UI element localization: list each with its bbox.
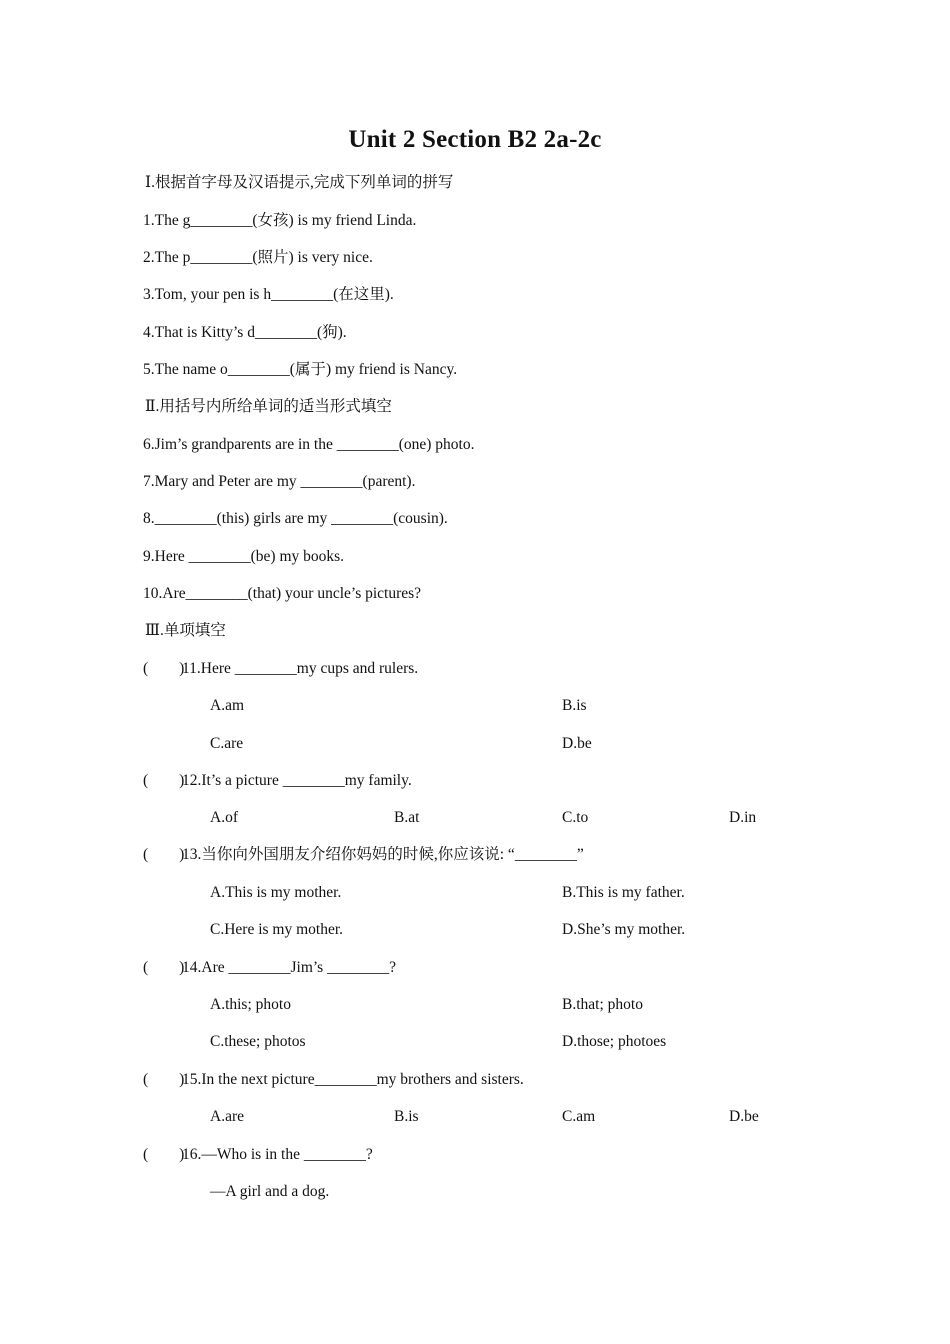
- question-11-option-c: C.are: [210, 735, 244, 752]
- question-4: 4.That is Kitty’s d________(狗).: [143, 324, 347, 341]
- question-1: 1.The g________(女孩) is my friend Linda.: [143, 212, 417, 229]
- question-12-option-a: A.of: [210, 809, 238, 826]
- question-15-option-c: C.am: [562, 1108, 596, 1125]
- question-15-option-a: A.are: [210, 1108, 244, 1125]
- answer-blank-13: ( ): [143, 846, 185, 863]
- question-14: 14.Are ________Jim’s ________?: [182, 959, 396, 976]
- answer-blank-16: ( ): [143, 1146, 185, 1163]
- question-13-option-a: A.This is my mother.: [210, 884, 342, 901]
- question-15-option-b: B.is: [394, 1108, 419, 1125]
- question-12: 12.It’s a picture ________my family.: [182, 772, 412, 789]
- question-10: 10.Are________(that) your uncle’s pictures?: [143, 585, 422, 602]
- question-15-option-d: D.be: [729, 1108, 759, 1125]
- question-9: 9.Here ________(be) my books.: [143, 548, 345, 565]
- answer-blank-11: ( ): [143, 660, 185, 677]
- question-12-option-b: B.at: [394, 809, 420, 826]
- question-11-option-a: A.am: [210, 697, 245, 714]
- answer-blank-12: ( ): [143, 772, 185, 789]
- question-15: 15.In the next picture________my brothers and sisters.: [182, 1071, 524, 1088]
- question-5: 5.The name o________(属于) my friend is Nancy.: [143, 361, 458, 378]
- question-8: 8.________(this) girls are my ________(cousin).: [143, 510, 448, 527]
- question-2: 2.The p________(照片) is very nice.: [143, 249, 373, 266]
- section-1-heading: Ⅰ.根据首字母及汉语提示,完成下列单词的拼写: [145, 174, 454, 191]
- question-13: 13.当你向外国朋友介绍你妈妈的时候,你应该说: “________”: [182, 846, 584, 863]
- question-13-option-d: D.She’s my mother.: [562, 921, 686, 938]
- question-6: 6.Jim’s grandparents are in the ________(one) photo.: [143, 436, 475, 453]
- question-13-option-b: B.This is my father.: [562, 884, 685, 901]
- question-14-option-c: C.these; photos: [210, 1033, 306, 1050]
- question-7: 7.Mary and Peter are my ________(parent).: [143, 473, 416, 490]
- question-11-option-b: B.is: [562, 697, 587, 714]
- answer-blank-15: ( ): [143, 1071, 185, 1088]
- answer-blank-14: ( ): [143, 959, 185, 976]
- question-14-option-b: B.that; photo: [562, 996, 643, 1013]
- question-12-option-c: C.to: [562, 809, 589, 826]
- section-2-heading: Ⅱ.用括号内所给单词的适当形式填空: [145, 398, 392, 415]
- section-3-heading: Ⅲ.单项填空: [145, 622, 226, 639]
- question-16-response: —A girl and a dog.: [210, 1183, 330, 1200]
- question-12-option-d: D.in: [729, 809, 757, 826]
- question-16: 16.—Who is in the ________?: [182, 1146, 373, 1163]
- question-3: 3.Tom, your pen is h________(在这里).: [143, 286, 394, 303]
- page-title: Unit 2 Section B2 2a-2c: [348, 126, 602, 153]
- question-13-option-c: C.Here is my mother.: [210, 921, 344, 938]
- question-11: 11.Here ________my cups and rulers.: [182, 660, 419, 677]
- question-11-option-d: D.be: [562, 735, 592, 752]
- question-14-option-a: A.this; photo: [210, 996, 291, 1013]
- question-14-option-d: D.those; photoes: [562, 1033, 667, 1050]
